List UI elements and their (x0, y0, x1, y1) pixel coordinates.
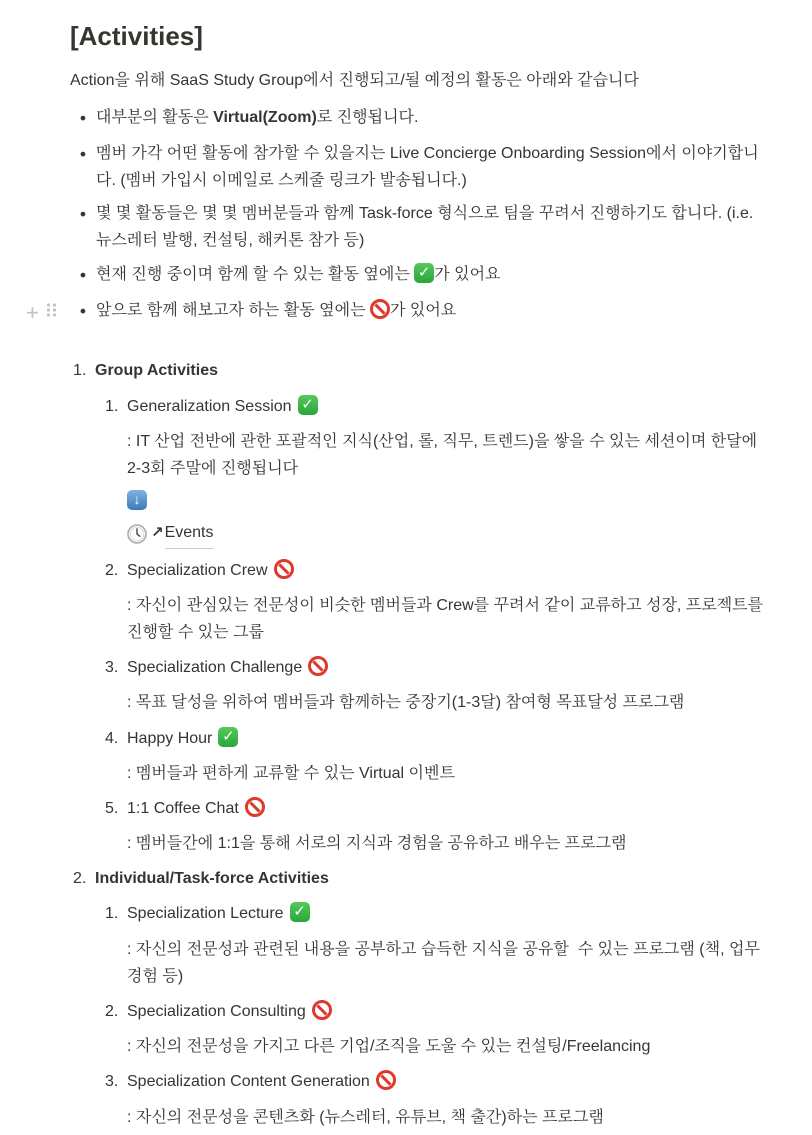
section-individual-activities (73, 861, 770, 1135)
bullet-dot (70, 297, 96, 327)
list-item (70, 197, 770, 257)
activity-label: Specialization Lecture✓ (127, 900, 310, 927)
down-arrow-emoji (127, 490, 147, 510)
list-number: 5. (105, 799, 119, 817)
events-link-line (127, 517, 770, 552)
bullet-text: 대부분의 활동은 Virtual(Zoom)로 진행됩니다. (96, 108, 419, 126)
prohibited-emoji (376, 1070, 396, 1090)
bullet-dot (70, 200, 96, 254)
events-page-link[interactable] (147, 519, 214, 548)
check-emoji (298, 395, 318, 415)
list-number: 3. (105, 659, 119, 677)
intro-bullet-list (70, 101, 770, 329)
activity-item (105, 721, 770, 791)
activity-label: 1:1 Coffee Chat (127, 795, 265, 822)
clock-icon (127, 524, 147, 544)
activity-list (73, 389, 770, 862)
activity-description: : 멤버들과 편하게 교류할 수 있는 Virtual 이벤트 (127, 764, 455, 782)
activity-heading (105, 721, 770, 756)
list-number: 1. (105, 905, 119, 923)
page-title: [Activities] (70, 21, 203, 51)
section-heading (73, 861, 770, 896)
activity-heading (105, 791, 770, 826)
bullet-dot (70, 140, 96, 194)
activity-item (105, 389, 770, 553)
activity-list (73, 896, 770, 1134)
activity-description: : 자신의 전문성과 관련된 내용을 공부하고 습득한 지식을 공유할 수 있는 프로그램 (책, 업무 경험 등) (127, 940, 765, 985)
check-emoji (414, 263, 434, 283)
bullet-dot (70, 104, 96, 134)
numbered-section-list (70, 353, 770, 1134)
activity-label: Specialization Crew (127, 557, 294, 584)
activity-label: Specialization Challenge (127, 654, 328, 681)
activity-description: : 자신이 관심있는 전문성이 비슷한 멤버들과 Crew를 꾸려서 같이 교류하고 성장, 프로젝트를 진행할 수 있는 그룹 (127, 596, 768, 641)
link-arrow-icon: ↗ (151, 524, 164, 542)
activity-item (105, 896, 770, 994)
activity-description: : 자신의 전문성을 콘텐츠화 (뉴스레터, 유튜브, 책 출간)하는 프로그램 (127, 1108, 604, 1126)
prohibited-emoji (308, 656, 328, 676)
activity-heading (105, 896, 770, 931)
list-item (70, 137, 770, 197)
activity-description: : IT 산업 전반에 관한 포괄적인 지식(산업, 롤, 직무, 트렌드)을 쌓을 수 있는 세션이며 한달에 2-3회 주말에 진행됩니다 (127, 432, 762, 478)
activity-heading (105, 994, 770, 1029)
drag-handle-icon[interactable] (46, 302, 57, 323)
events-link-label: Events (165, 519, 214, 548)
notion-page-content (70, 20, 770, 1135)
activity-heading (105, 389, 770, 424)
list-number: 2. (73, 870, 87, 888)
block-hover-controls (26, 299, 57, 325)
list-number: 1. (105, 397, 119, 415)
list-item (70, 294, 770, 330)
check-emoji (218, 727, 238, 747)
section-group-activities (73, 353, 770, 861)
list-number: 4. (105, 729, 119, 747)
prohibited-emoji (312, 1000, 332, 1020)
bullet-text: 현재 진행 중이며 함께 할 수 있는 활동 옆에는 ✓가 있어요 (96, 261, 770, 291)
activity-description: : 목표 달성을 위하여 멤버들과 함께하는 중장기(1-3달) 참여형 목표달성 프로그램 (127, 694, 685, 712)
activity-label: Specialization Content Generation (127, 1068, 396, 1095)
section-title: Group Activities (95, 362, 218, 380)
bullet-text: 앞으로 함께 해보고자 하는 활동 옆에는 가 있어요 (96, 297, 770, 327)
list-number: 2. (105, 561, 119, 579)
list-item (70, 101, 770, 137)
plus-icon[interactable]: + (26, 299, 39, 325)
section-title: Individual/Task-force Activities (95, 870, 329, 888)
list-number: 2. (105, 1003, 119, 1021)
section-heading (73, 353, 770, 388)
activity-heading (105, 1064, 770, 1099)
list-item (70, 258, 770, 294)
bullet-text: 몇 몇 활동들은 몇 몇 멤버분들과 함께 Task-force 형식으로 팀을 꾸려서 진행하기도 합니다. (i.e. 뉴스레터 발행, 컨설팅, 해커톤 참가 등) (96, 205, 754, 250)
list-number: 1. (73, 362, 87, 380)
prohibited-emoji (370, 299, 390, 319)
prohibited-emoji (245, 797, 265, 817)
activity-heading (105, 553, 770, 588)
activity-label: Happy Hour✓ (127, 725, 238, 752)
activity-description: : 자신의 전문성을 가지고 다른 기업/조직을 도울 수 있는 컨설팅/Freelancing (127, 1038, 651, 1056)
bullet-dot (70, 261, 96, 291)
activity-item (105, 791, 770, 861)
activity-item (105, 994, 770, 1064)
activity-heading (105, 650, 770, 685)
check-emoji (290, 902, 310, 922)
activity-item (105, 553, 770, 651)
activity-label: Generalization Session✓ (127, 393, 318, 420)
bold-text: Virtual(Zoom) (213, 108, 317, 126)
activity-label: Specialization Consulting (127, 998, 332, 1025)
activity-item (105, 1064, 770, 1134)
prohibited-emoji (274, 559, 294, 579)
list-number: 3. (105, 1073, 119, 1091)
bullet-text: 멤버 가각 어떤 활동에 참가할 수 있을지는 Live Concierge Onboarding Session에서 이야기합니다. (멤버 가입시 이메일로 스케줄 링크가 발송됩니다.) (96, 144, 759, 190)
intro-paragraph: Action을 위해 SaaS Study Group에서 진행되고/될 예정의 활동은 아래와 같습니다 (70, 71, 639, 89)
down-arrow-line (127, 486, 770, 517)
activity-description: : 멤버들간에 1:1을 통해 서로의 지식과 경험을 공유하고 배우는 프로그램 (127, 835, 627, 853)
activity-item (105, 650, 770, 720)
